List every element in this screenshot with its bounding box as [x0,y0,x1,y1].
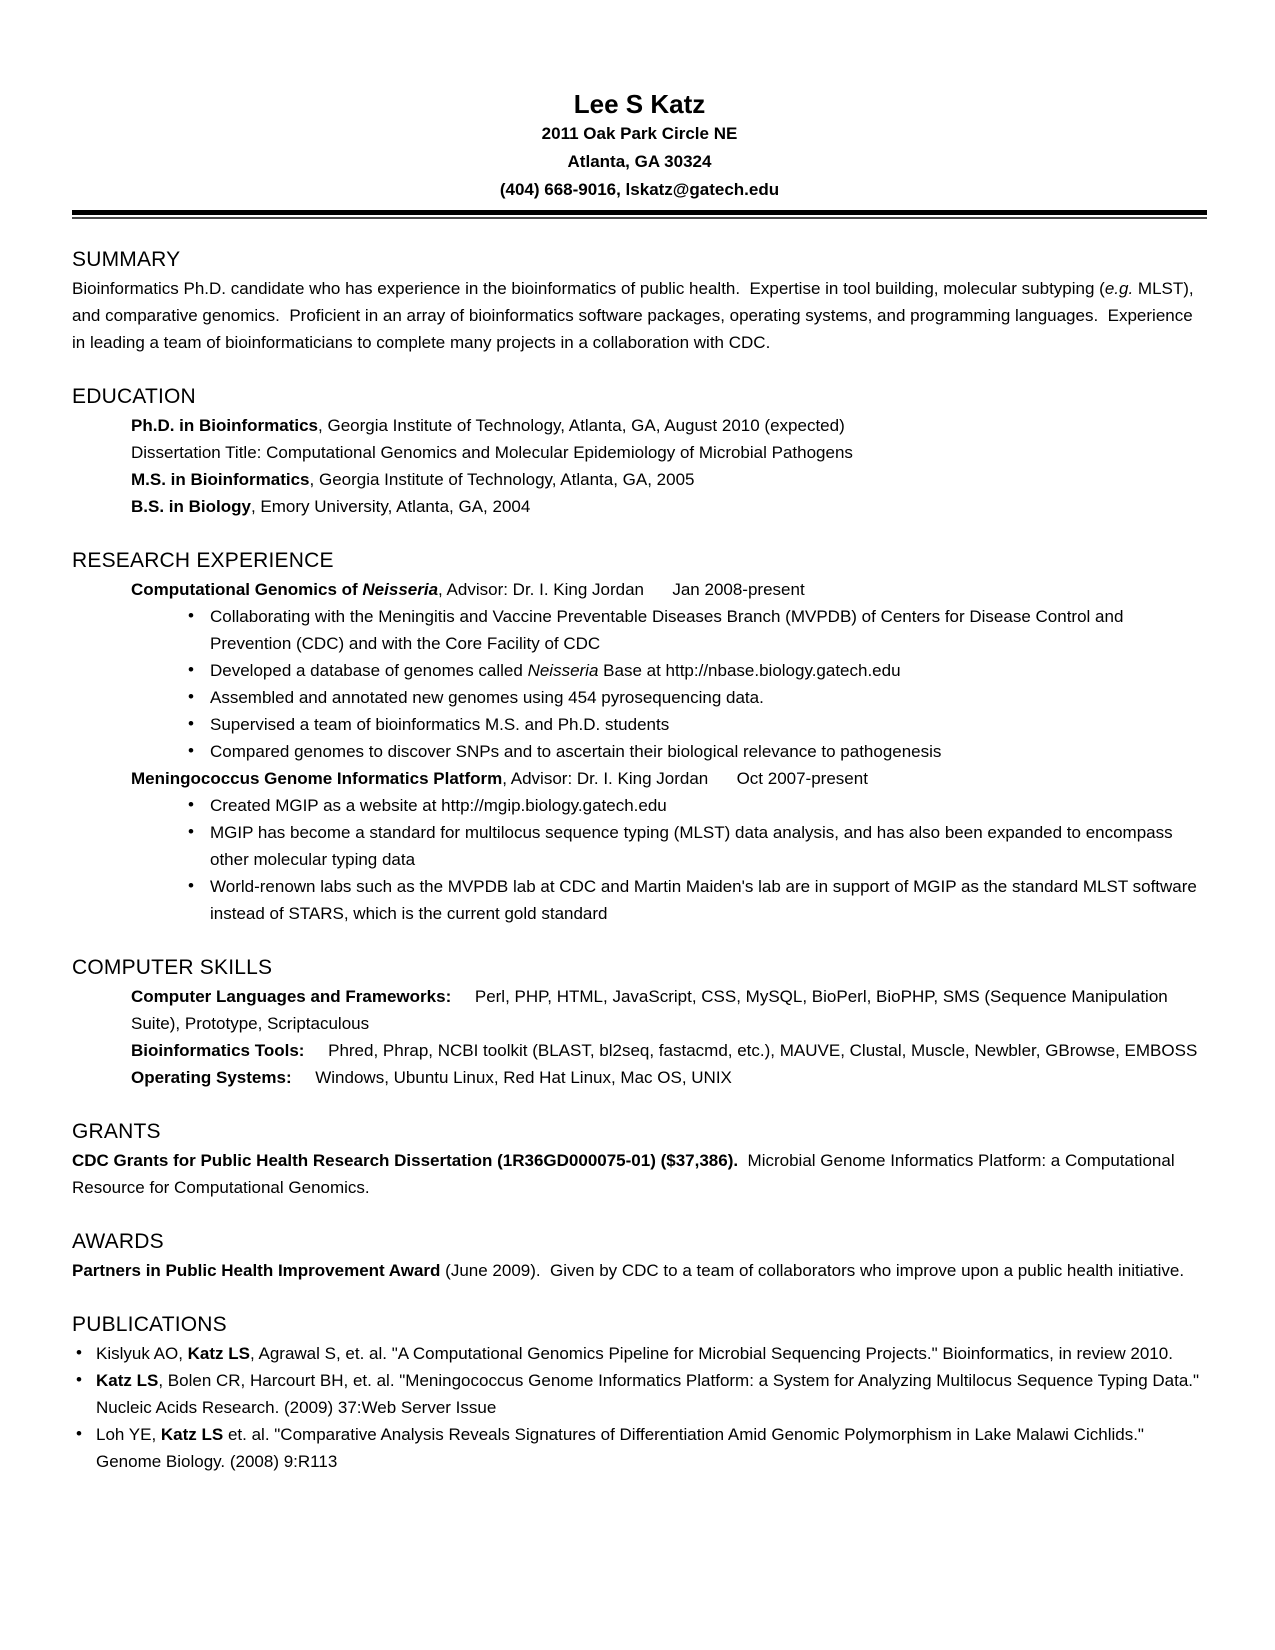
section-title-publications: PUBLICATIONS [72,1313,227,1336]
skills-line: Operating Systems: Windows, Ubuntu Linux, Red Hat Linux, Mac OS, UNIX [131,1068,732,1087]
summary-paragraph: Bioinformatics Ph.D. candidate who has experience in the bioinformatics of public health. Expertise in tool building, molecular subtyping (e.g. MLST), and comparative genomics. Proficient in an array of bioinformatics software packages, operating systems, and programming languages. Experience in leading a team of bioinformaticians to complete many projects in a collaboration with CDC. [72,279,1199,352]
section-title-awards: AWARDS [72,1230,164,1253]
bullet-item: • Assembled and annotated new genomes using 454 pyrosequencing data. [131,684,1207,711]
bullet-item: • Supervised a team of bioinformatics M.S. and Ph.D. students [131,711,1207,738]
section-title-summary: SUMMARY [72,248,181,271]
education-line: M.S. in Bioinformatics, Georgia Institute of Technology, Atlanta, GA, 2005 [131,470,695,489]
publication-list [72,1340,1207,1475]
skills-line: Bioinformatics Tools: Phred, Phrap, NCBI toolkit (BLAST, bl2seq, fastacmd, etc.), MAUVE, Clustal, Muscle, Newbler, GBrowse, EMBOSS [131,1041,1198,1060]
section-grants [72,1118,1207,1201]
awards-paragraph: Partners in Public Health Improvement Award (June 2009). Given by CDC to a team of collaborators who improve upon a public health initiative. [72,1261,1185,1280]
research-bullet-list [131,603,1207,765]
section-title-research: RESEARCH EXPERIENCE [72,549,334,572]
publication-item: • Kislyuk AO, Katz LS, Agrawal S, et. al. "A Computational Genomics Pipeline for Microbial Sequencing Projects." Bioinformatics, in review 2010. [72,1340,1207,1367]
header-divider [72,210,1207,219]
grants-paragraph: CDC Grants for Public Health Research Dissertation (1R36GD000075-01) ($37,386). Microbial Genome Informatics Platform: a Computational Resource for Computational Genomics. [72,1151,1180,1197]
section-title-skills: COMPUTER SKILLS [72,956,273,979]
section-research-experience [72,547,1207,927]
bullet-item: • MGIP has become a standard for multilocus sequence typing (MLST) data analysis, and has also been expanded to encompass other molecular typing data [131,819,1207,873]
bullet-item: • Collaborating with the Meningitis and Vaccine Preventable Diseases Branch (MVPDB) of Centers for Disease Control and Prevention (CDC) and with the Core Facility of CDC [131,603,1207,657]
research-bullet-list [131,792,1207,927]
education-line: Ph.D. in Bioinformatics, Georgia Institute of Technology, Atlanta, GA, August 2010 (expected) [131,416,845,435]
section-education [72,383,1207,520]
skills-body [131,983,1207,1091]
resume-header [72,88,1207,204]
section-title-education: EDUCATION [72,385,196,408]
research-body [131,576,1207,927]
bullet-item: • Created MGIP as a website at http://mgip.biology.gatech.edu [131,792,1207,819]
bullet-item: • World-renown labs such as the MVPDB lab at CDC and Martin Maiden's lab are in support of MGIP as the standard MLST software instead of STARS, which is the current gold standard [131,873,1207,927]
section-computer-skills [72,954,1207,1091]
section-publications [72,1311,1207,1475]
education-body [131,412,1207,520]
address-line-2: Atlanta, GA 30324 [567,152,712,171]
education-line: B.S. in Biology, Emory University, Atlanta, GA, 2004 [131,497,531,516]
bullet-item: • Compared genomes to discover SNPs and to ascertain their biological relevance to pathogenesis [131,738,1207,765]
contact-line: (404) 668-9016, lskatz@gatech.edu [499,180,780,199]
section-summary [72,246,1207,356]
research-project-heading: Meningococcus Genome Informatics Platform, Advisor: Dr. I. King Jordan Oct 2007-present [131,769,868,788]
section-awards [72,1228,1207,1284]
person-name: Lee S Katz [573,89,706,119]
research-project-heading: Computational Genomics of Neisseria, Advisor: Dr. I. King Jordan Jan 2008-present [131,580,805,599]
address-line-1: 2011 Oak Park Circle NE [541,124,738,143]
section-title-grants: GRANTS [72,1120,161,1143]
skills-line: Computer Languages and Frameworks: Perl, PHP, HTML, JavaScript, CSS, MySQL, BioPerl, BioPHP, SMS (Sequence Manipulation Suite), Prototype, Scriptaculous [131,987,1173,1033]
bullet-item: • Developed a database of genomes called Neisseria Base at http://nbase.biology.gatech.edu [131,657,1207,684]
publication-item: • Loh YE, Katz LS et. al. "Comparative Analysis Reveals Signatures of Differentiation Amid Genomic Polymorphism in Lake Malawi Cichlids." Genome Biology. (2008) 9:R113 [72,1421,1207,1475]
education-line: Dissertation Title: Computational Genomics and Molecular Epidemiology of Microbial Pathogens [131,443,853,462]
publication-item: • Katz LS, Bolen CR, Harcourt BH, et. al. "Meningococcus Genome Informatics Platform: a System for Analyzing Multilocus Sequence Typing Data." Nucleic Acids Research. (2009) 37:Web Server Issue [72,1367,1207,1421]
